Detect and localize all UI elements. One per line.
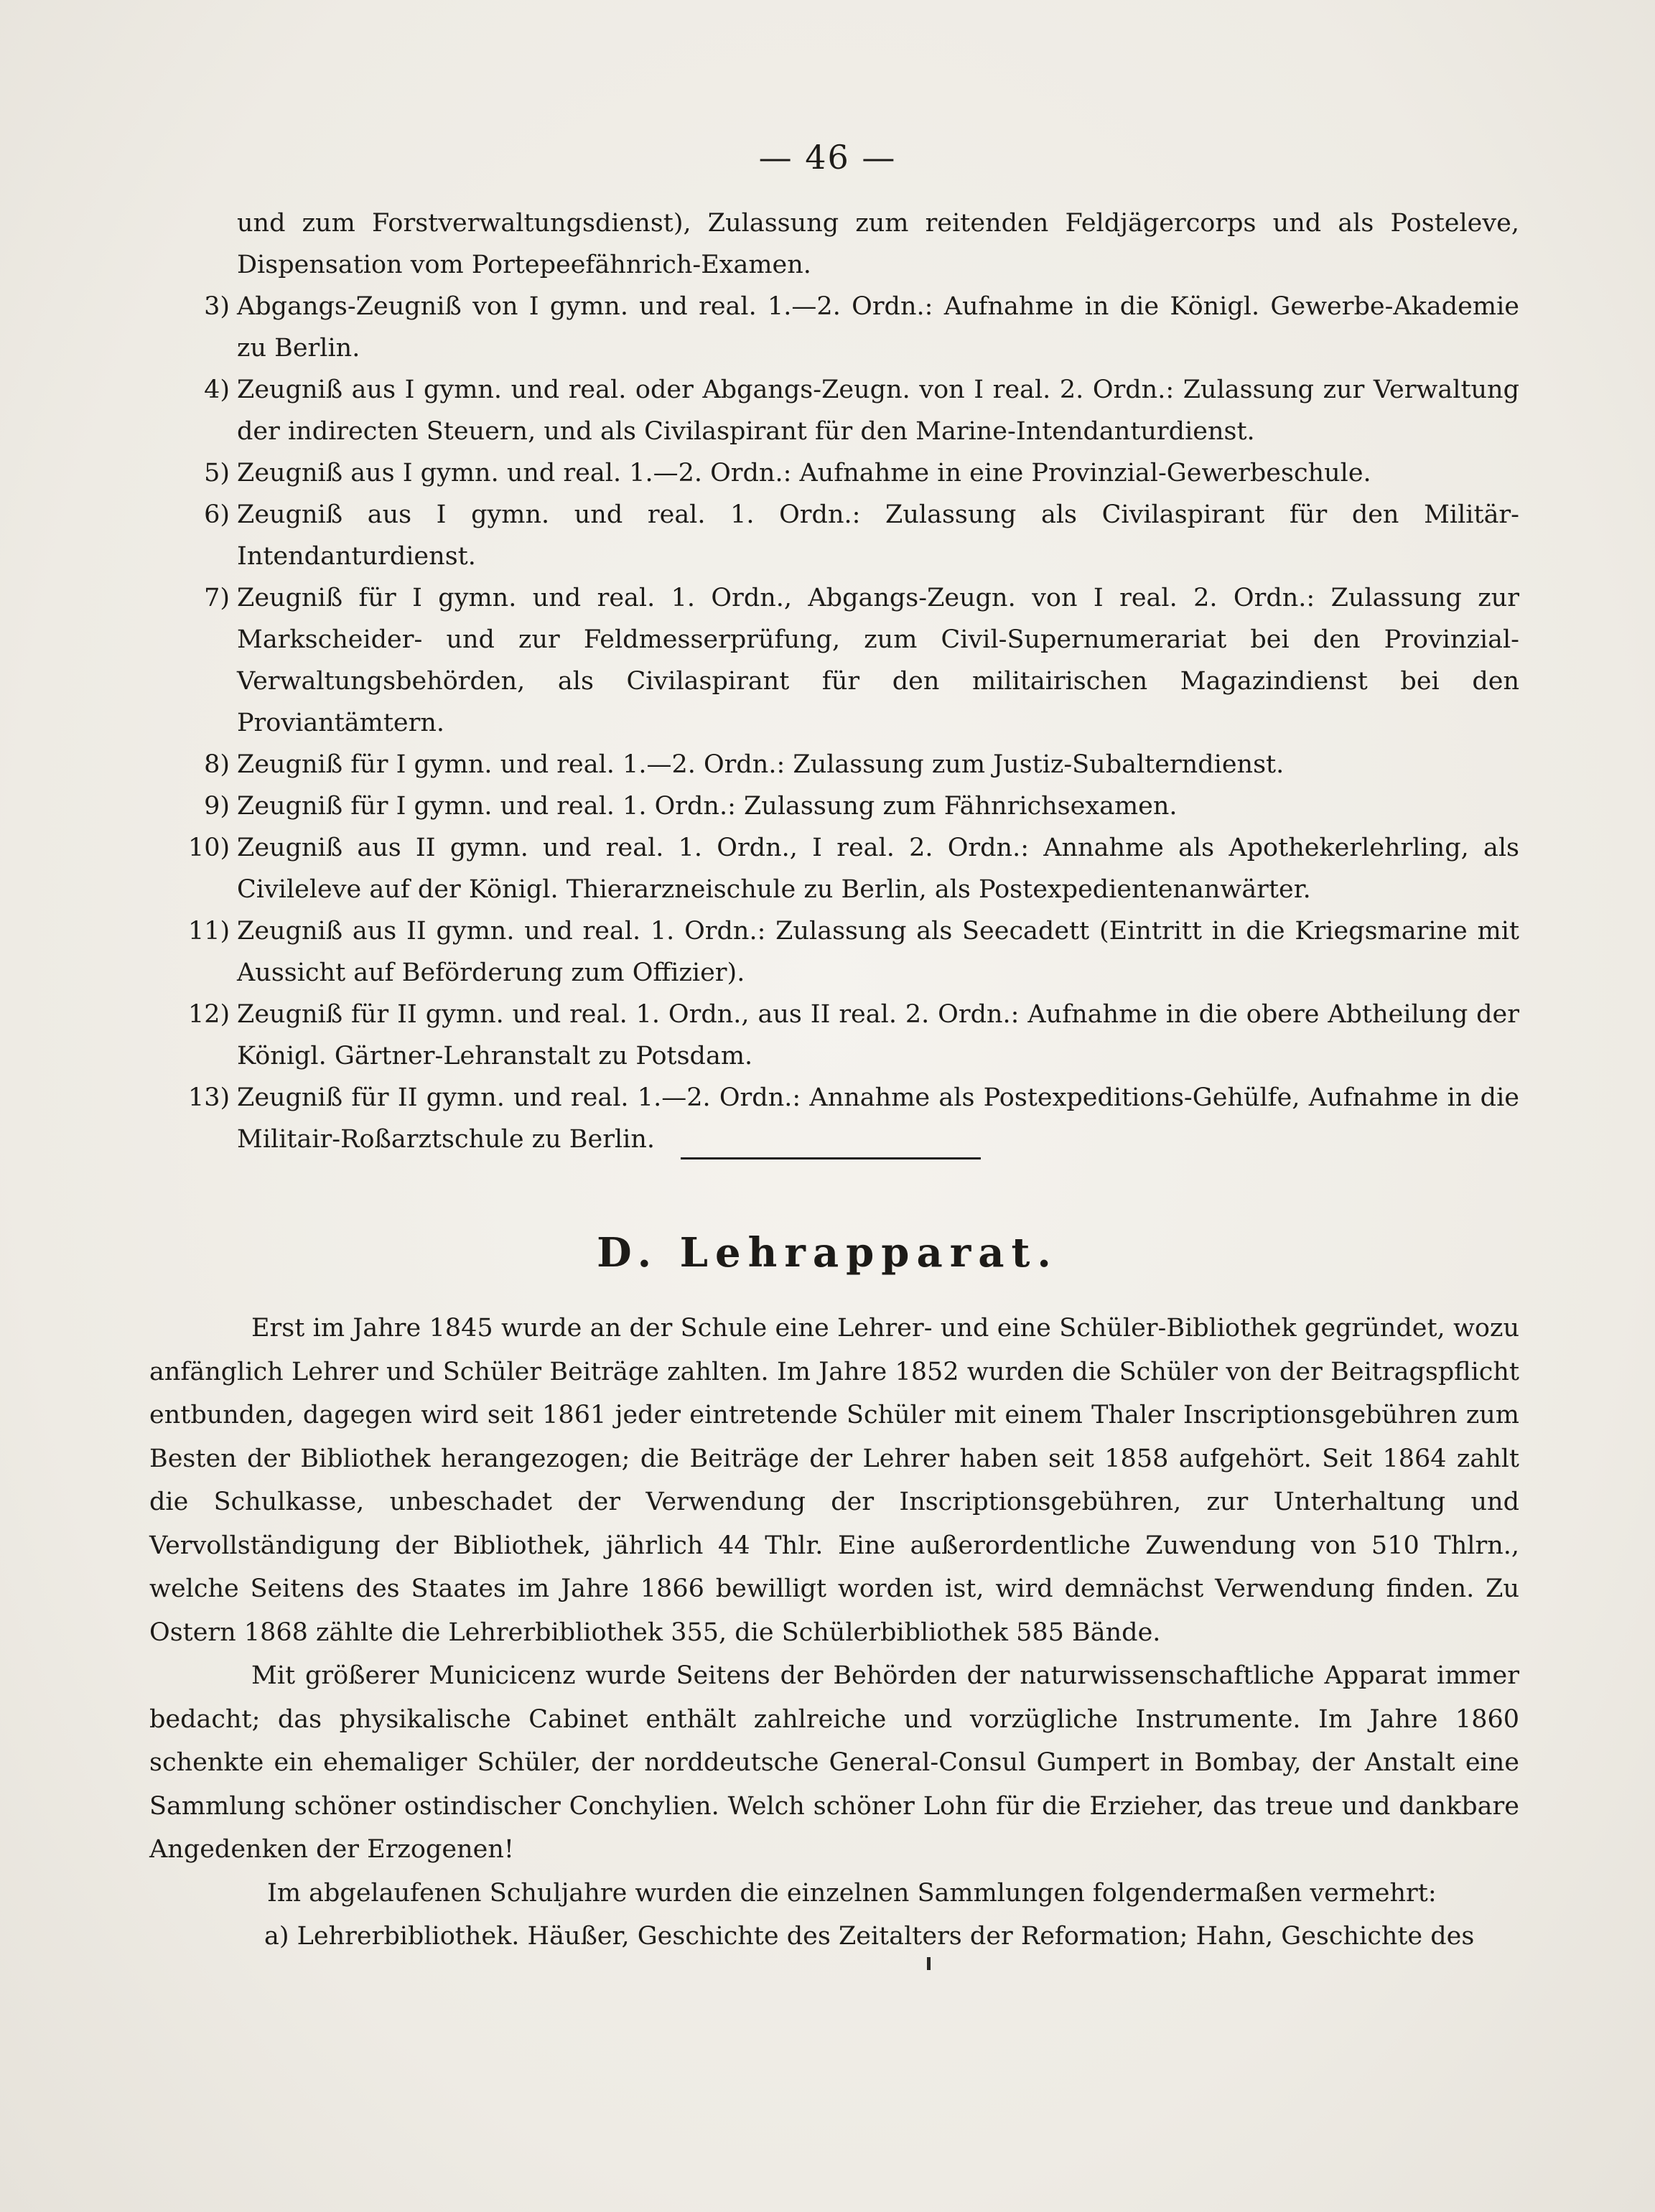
paragraph: Im abgelaufenen Schuljahre wurden die einzelnen Sammlungen folgendermaßen vermehrt: [267,1878,1437,1908]
list-item-number: 5) [204,459,230,487]
list-item-text: Zeugniß aus I gymn. und real. 1. Ordn.: Zulassung als Civilaspirant für den Militär-Intendanturdienst. [237,500,1519,571]
list-item [188,744,1519,785]
list-item [188,494,1519,577]
list-item [188,369,1519,452]
list-item-text: Zeugniß für II gymn. und real. 1.—2. Ordn.: Annahme als Postexpeditions-Gehülfe, Aufnahme in die Militair-Roßarztschule zu Berlin. [237,1083,1519,1154]
paragraph: Mit größerer Municicenz wurde Seitens der Behörden der naturwissenschaftliche Apparat immer bedacht; das physikalische Cabinet enthält zahlreiche und vorzügliche Instrumente. Im Jahre 1860 schenkte ein ehemaliger Schüler, der norddeutsche General-Consul Gumpert in Bombay, der Anstalt eine Sammlung schöner ostindischer Conchylien. Welch schöner Lohn für die Erzieher, das treue und dankbare Angedenken der Erzogenen! [149,1661,1519,1864]
sub-item: a) Lehrerbibliothek. Häußer, Geschichte des Zeitalters der Reformation; Hahn, Geschichte des [264,1922,1475,1951]
list-item-number: 3) [204,292,230,321]
list-item [188,202,1519,286]
list-item [188,910,1519,994]
list-item-number: 9) [204,792,230,821]
list-item-number: 10) [188,834,230,862]
paragraph: Erst im Jahre 1845 wurde an der Schule eine Lehrer- und eine Schüler-Bibliothek gegründet, wozu anfänglich Lehrer und Schüler Beiträge zahlten. Im Jahre 1852 wurden die Schüler von der Beitragspflicht entbunden, dagegen wird seit 1861 jeder eintretende Schüler mit einem Thaler Inscriptionsgebühren zum Besten der Bibliothek herangezogen; die Beiträge der Lehrer haben seit 1858 aufgehört. Seit 1864 zahlt die Schulkasse, unbeschadet der Verwendung der Inscriptionsgebühren, zur Unterhaltung und Vervollständigung der Bibliothek, jährlich 44 Thlr. Eine außerordentliche Zuwendung von 510 Thlrn., welche Seitens des Staates im Jahre 1866 bewilligt worden ist, wird demnächst Verwendung finden. Zu Ostern 1868 zählte die Lehrerbibliothek 355, die Schülerbibliothek 585 Bände. [149,1314,1519,1647]
list-item-text: Zeugniß aus II gymn. und real. 1. Ordn.: Zulassung als Seecadett (Eintritt in die Kriegsmarine mit Aussicht auf Beförderung zum Offizier). [237,917,1519,987]
page-number: — 46 — [758,138,897,177]
list-item-number: 7) [204,584,230,612]
list-item [188,452,1519,494]
ink-mark [927,1957,931,1970]
list-item-text: und zum Forstverwaltungsdienst), Zulassung zum reitenden Feldjägercorps und als Posteleve, Dispensation vom Portepeefähnrich-Examen. [237,209,1519,279]
list-item-text: Abgangs-Zeugniß von I gymn. und real. 1.—2. Ordn.: Aufnahme in die Königl. Gewerbe-Akademie zu Berlin. [237,292,1519,363]
qualification-list [188,202,1519,1160]
list-item-text: Zeugniß aus I gymn. und real. 1.—2. Ordn.: Aufnahme in eine Provinzial-Gewerbeschule. [237,459,1371,487]
list-item [188,827,1519,910]
list-item-text: Zeugniß für I gymn. und real. 1.—2. Ordn.: Zulassung zum Justiz-Subalterndienst. [237,750,1285,779]
list-item [188,577,1519,744]
list-item [188,1077,1519,1160]
list-item [188,785,1519,827]
list-item [188,286,1519,369]
list-item [188,994,1519,1077]
list-item-text: Zeugniß für I gymn. und real. 1. Ordn., Abgangs-Zeugn. von I real. 2. Ordn.: Zulassung zur Markscheider- und zur Feldmesserprüfung, zum Civil-Supernumerariat bei den Provinzial-Verwaltungsbehörden, als Civilaspirant für den militairischen Magazindienst bei den Proviantämtern. [237,584,1519,737]
list-item-number: 8) [204,750,230,779]
list-item-number: 6) [204,500,230,529]
list-item-number: 4) [204,375,230,404]
list-item-number: 12) [188,1000,230,1029]
list-item-text: Zeugniß für II gymn. und real. 1. Ordn., aus II real. 2. Ordn.: Aufnahme in die obere Abtheilung der Königl. Gärtner-Lehranstalt zu Potsdam. [237,1000,1519,1070]
list-item-number: 13) [188,1083,230,1112]
list-item-number: 11) [188,917,230,946]
section-heading: D. Lehrapparat. [597,1229,1058,1277]
section-body [149,1307,1519,1958]
list-item-text: Zeugniß für I gymn. und real. 1. Ordn.: Zulassung zum Fähnrichsexamen. [237,792,1178,821]
list-item-text: Zeugniß aus I gymn. und real. oder Abgangs-Zeugn. von I real. 2. Ordn.: Zulassung zur Verwaltung der indirecten Steuern, und als Civilaspirant für den Marine-Intendanturdienst. [237,375,1519,446]
list-item-text: Zeugniß aus II gymn. und real. 1. Ordn., I real. 2. Ordn.: Annahme als Apothekerlehrling, als Civileleve auf der Königl. Thierarzneischule zu Berlin, als Postexpedientenanwärter. [237,834,1519,904]
section-divider [681,1157,981,1159]
